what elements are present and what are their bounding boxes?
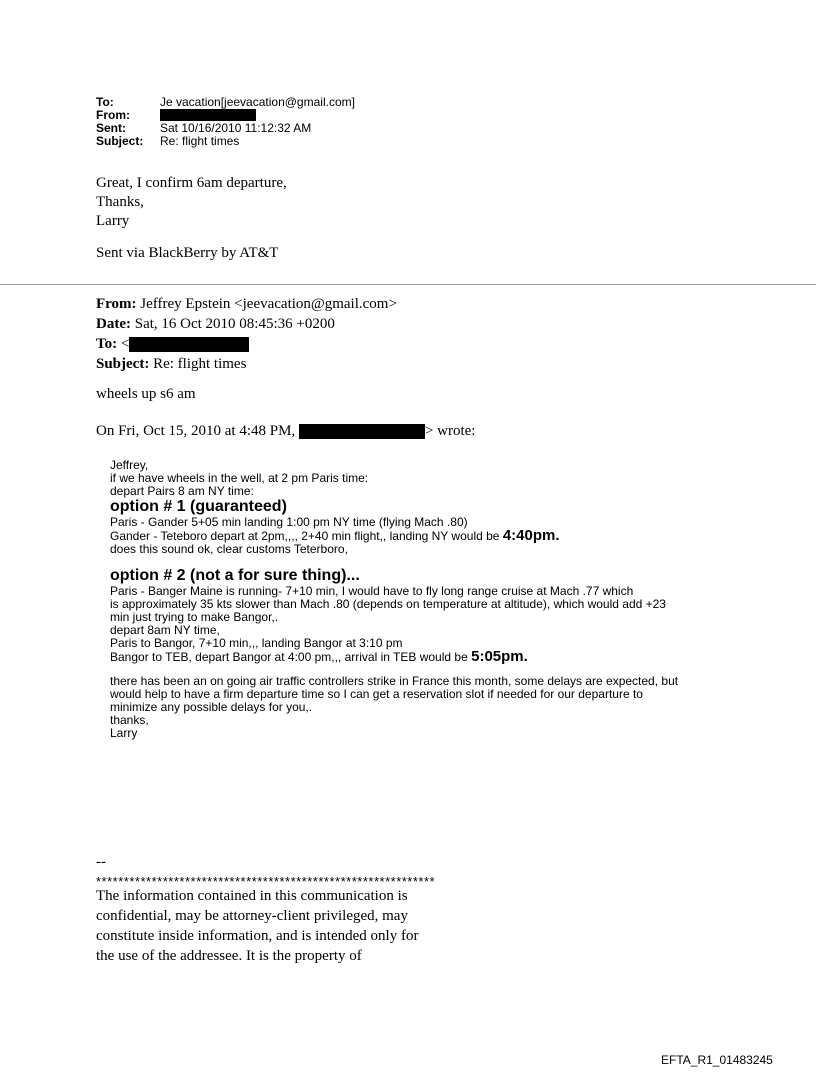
disclaimer-line: constitute inside information, and is intended only for xyxy=(96,928,419,944)
to-row xyxy=(96,96,355,109)
fwd-from-row xyxy=(96,294,397,314)
subject-value: Re: flight times xyxy=(160,134,240,148)
from-label: From: xyxy=(96,108,130,122)
sent-via-line: Sent via BlackBerry by AT&T xyxy=(96,245,279,261)
to-label: To: xyxy=(96,95,114,109)
quote-line: minimize any possible delays for you,. xyxy=(110,700,313,714)
forwarded-header xyxy=(96,294,397,374)
fwd-from-label: From: xyxy=(96,296,137,312)
fwd-subject-row xyxy=(96,354,397,374)
quote-line: Paris - Banger Maine is running- 7+10 min, I would have to fly long range cruise at Mach .77 which xyxy=(110,584,634,598)
disclaimer-line: confidential, may be attorney-client privileged, may xyxy=(96,908,408,924)
quote-line: would help to have a firm departure time so I can get a reservation slot if needed for our departure to xyxy=(110,687,643,701)
fwd-subject-value: Re: flight times xyxy=(153,356,247,372)
redaction-box xyxy=(129,337,249,352)
quote-line: does this sound ok, clear customs Teterboro, xyxy=(110,542,348,556)
fwd-date-row xyxy=(96,314,397,334)
reply-body xyxy=(96,174,287,231)
fwd-to-row xyxy=(96,334,397,354)
quote-line: Paris - Gander 5+05 min landing 1:00 pm NY time (flying Mach .80) xyxy=(110,515,468,529)
quote-line: Paris to Bangor, 7+10 min,,, landing Bangor at 3:10 pm xyxy=(110,636,403,650)
reply-line: Larry xyxy=(96,213,130,229)
document-id: EFTA_R1_01483245 xyxy=(661,1053,773,1067)
subject-row xyxy=(96,135,355,148)
option-1-heading: option # 1 (guaranteed) xyxy=(110,498,287,515)
quote-line: depart 8am NY time, xyxy=(110,623,220,637)
disclaimer-line: the use of the addressee. It is the property of xyxy=(96,948,362,964)
redaction-box xyxy=(299,424,425,439)
to-value: Je vacation[jeevacation@gmail.com] xyxy=(160,95,355,109)
option-2-heading: option # 2 (not a for sure thing)... xyxy=(110,567,360,584)
quote-line: Jeffrey, xyxy=(110,458,149,472)
arrival-time-2: 5:05pm. xyxy=(471,648,528,665)
fwd-date-value: Sat, 16 Oct 2010 08:45:36 +0200 xyxy=(134,316,335,332)
quote-line: depart Pairs 8 am NY time: xyxy=(110,484,254,498)
fwd-subject-label: Subject: xyxy=(96,356,150,372)
fwd-to-prefix: < xyxy=(120,336,130,352)
subject-label: Subject: xyxy=(96,134,144,148)
quote-text: Bangor to TEB, depart Bangor at 4:00 pm,,, arrival in TEB would be xyxy=(110,650,468,664)
fwd-to-label: To: xyxy=(96,336,118,352)
sent-label: Sent: xyxy=(96,121,126,135)
reply-line: Thanks, xyxy=(96,194,144,210)
sent-value: Sat 10/16/2010 11:12:32 AM xyxy=(160,121,312,135)
quote-line xyxy=(110,529,730,543)
disclaimer-line: The information contained in this communication is xyxy=(96,888,408,904)
quote-line: thanks, xyxy=(110,713,149,727)
fwd-date-label: Date: xyxy=(96,316,131,332)
quote-line: if we have wheels in the well, at 2 pm Paris time: xyxy=(110,471,369,485)
email-header xyxy=(96,96,355,148)
quote-line: Larry xyxy=(110,726,138,740)
redaction-box xyxy=(160,109,256,121)
attribution-prefix: On Fri, Oct 15, 2010 at 4:48 PM, xyxy=(96,423,296,439)
attribution-suffix: > wrote: xyxy=(424,423,476,439)
disclaimer xyxy=(96,886,418,966)
arrival-time-1: 4:40pm. xyxy=(502,527,560,544)
reply-line: Great, I confirm 6am departure, xyxy=(96,175,287,191)
quote-attribution xyxy=(96,423,475,440)
quote-line: there has been an on going air traffic controllers strike in France this month, some delays are expected, but xyxy=(110,674,679,688)
forwarded-body: wheels up s6 am xyxy=(96,386,196,402)
divider xyxy=(0,284,816,285)
sig-stars: ************************************************************* xyxy=(96,874,436,889)
sig-dashes: -- xyxy=(96,854,106,870)
fwd-from-value: Jeffrey Epstein <jeevacation@gmail.com> xyxy=(140,296,397,312)
quoted-message xyxy=(110,459,730,740)
quote-line: min just trying to make Bangor,. xyxy=(110,610,279,624)
quote-line: is approximately 35 kts slower than Mach .80 (depends on temperature at altitude), which would add +23 xyxy=(110,597,666,611)
quote-text: Gander - Teteboro depart at 2pm,,,, 2+40 min flight,, landing NY would be xyxy=(110,529,500,543)
quote-line xyxy=(110,650,730,664)
